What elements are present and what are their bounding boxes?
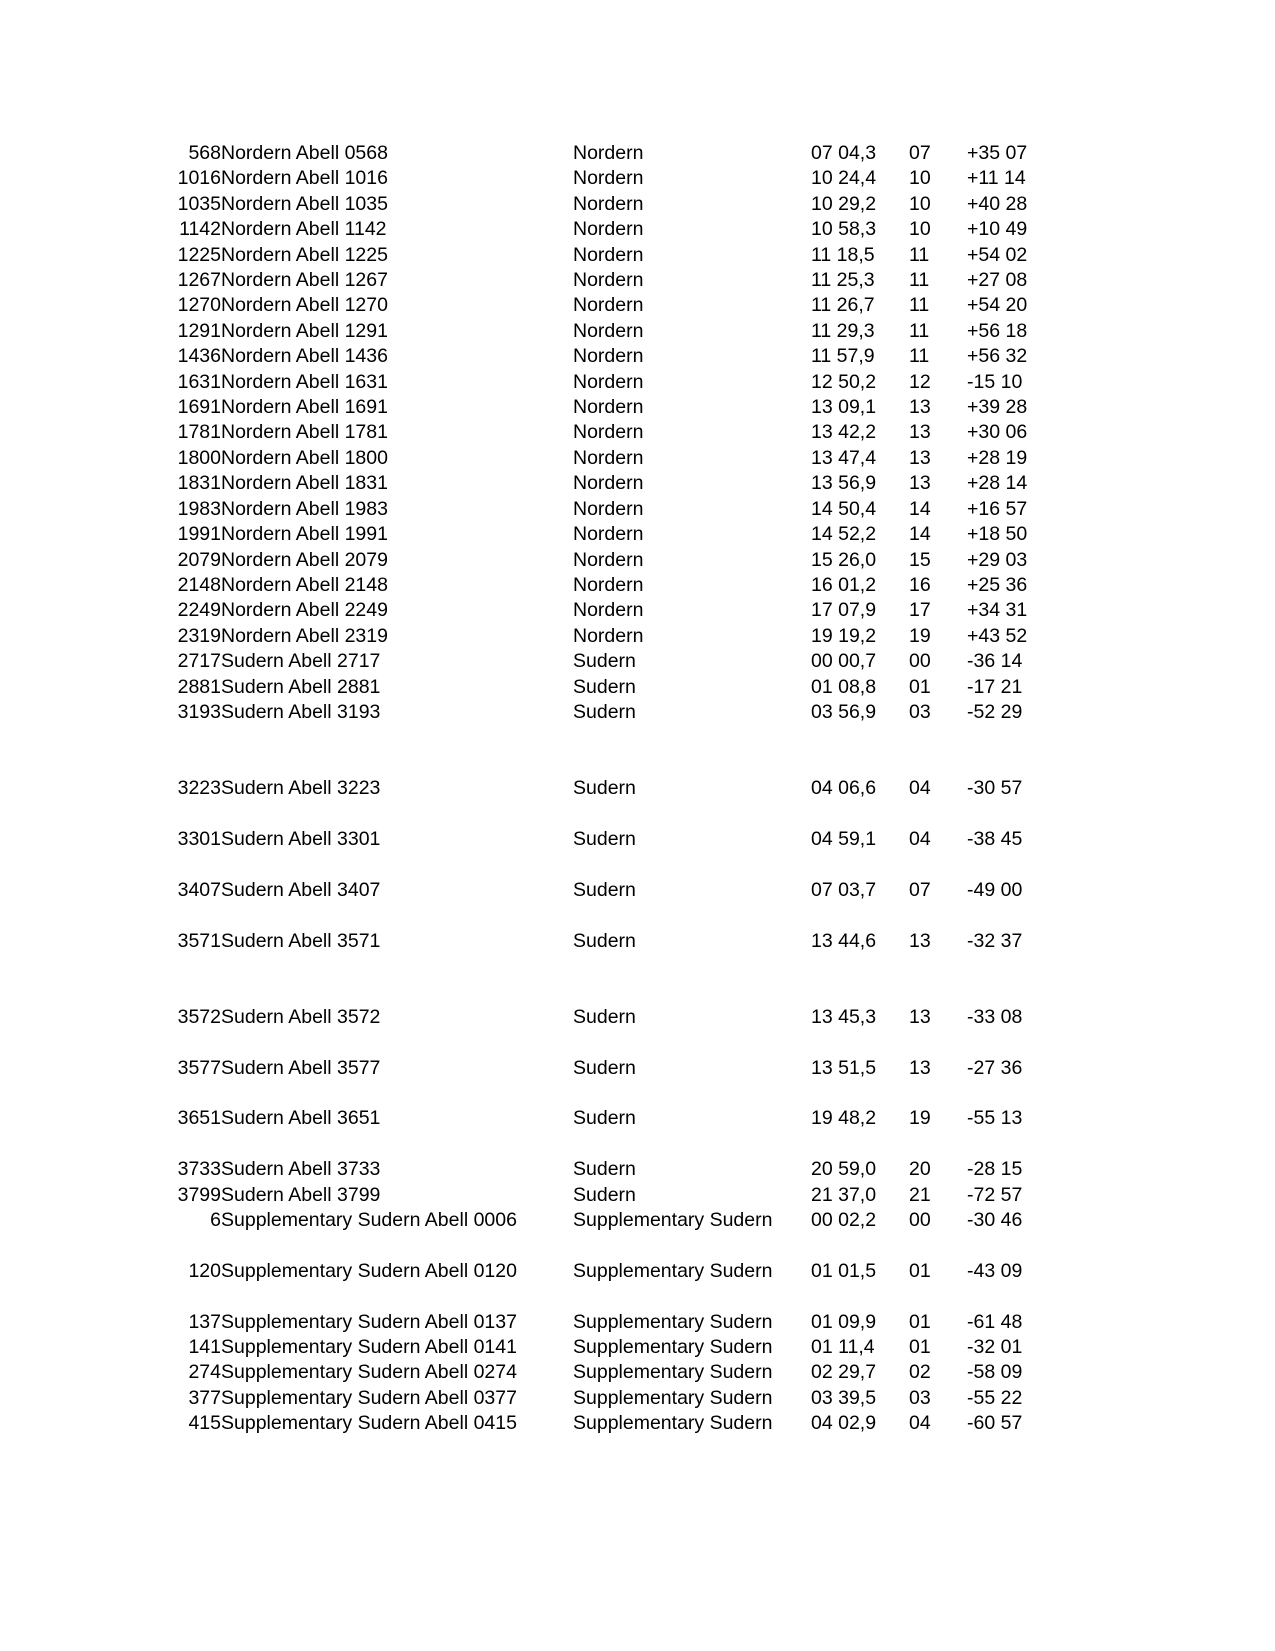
catalog-number: 2717 — [177, 650, 221, 673]
spacer-cell — [163, 1233, 1043, 1258]
catalog-designation: Sudern Abell 3572 — [221, 1005, 381, 1028]
catalog-group: Nordern — [573, 573, 644, 596]
declination: -43 09 — [967, 1259, 1023, 1282]
table-row — [163, 243, 1043, 268]
spacer-cell — [163, 1030, 1043, 1055]
declination: +10 49 — [967, 218, 1028, 241]
catalog-group: Nordern — [573, 421, 644, 444]
catalog-group: Sudern — [573, 650, 636, 673]
declination: +56 32 — [967, 345, 1028, 368]
catalog-designation: Nordern Abell 1781 — [221, 421, 388, 444]
declination: +56 18 — [967, 319, 1028, 342]
catalog-designation: Nordern Abell 1800 — [221, 446, 388, 469]
right-ascension: 19 48,2 — [811, 1107, 877, 1130]
catalog-number: 3301 — [177, 827, 221, 850]
catalog-table-body — [163, 141, 1043, 1437]
right-ascension: 13 45,3 — [811, 1005, 877, 1028]
catalog-group: Nordern — [573, 370, 644, 393]
catalog-group: Supplementary Sudern — [573, 1336, 773, 1359]
catalog-number: 1142 — [179, 218, 221, 241]
catalog-designation: Nordern Abell 1142 — [221, 218, 387, 241]
table-row — [163, 700, 1043, 725]
catalog-group: Nordern — [573, 142, 644, 164]
declination: -55 22 — [967, 1386, 1023, 1409]
catalog-number: 1291 — [177, 319, 221, 342]
declination: -36 14 — [967, 650, 1023, 673]
right-ascension-hour: 12 — [909, 370, 931, 393]
table-spacer-row — [163, 725, 1043, 776]
table-row — [163, 420, 1043, 445]
right-ascension-hour: 14 — [909, 497, 931, 520]
right-ascension: 11 25,3 — [811, 269, 875, 292]
right-ascension: 04 06,6 — [811, 777, 877, 800]
table-row — [163, 929, 1043, 954]
right-ascension-hour: 04 — [909, 1412, 931, 1435]
catalog-number: 137 — [188, 1310, 221, 1333]
table-row — [163, 522, 1043, 547]
catalog-number: 377 — [188, 1386, 221, 1409]
catalog-number: 3571 — [177, 929, 221, 952]
catalog-group: Supplementary Sudern — [573, 1209, 773, 1232]
catalog-designation: Nordern Abell 1991 — [221, 523, 388, 546]
right-ascension: 01 01,5 — [811, 1259, 877, 1282]
table-row — [163, 649, 1043, 674]
right-ascension: 00 02,2 — [811, 1209, 877, 1232]
right-ascension-hour: 04 — [909, 777, 931, 800]
right-ascension-hour: 11 — [909, 345, 930, 368]
catalog-number: 1436 — [177, 345, 221, 368]
table-spacer-row — [163, 802, 1043, 827]
catalog-group: Sudern — [573, 1056, 636, 1079]
right-ascension-hour: 11 — [909, 269, 930, 292]
catalog-number: 6 — [210, 1209, 221, 1232]
right-ascension-hour: 01 — [909, 1259, 931, 1282]
table-row — [163, 1056, 1043, 1081]
catalog-designation: Sudern Abell 3799 — [221, 1183, 381, 1206]
declination: -52 29 — [967, 700, 1023, 723]
table-row — [163, 827, 1043, 852]
catalog-group: Supplementary Sudern — [573, 1259, 773, 1282]
catalog-number: 2148 — [177, 573, 221, 596]
catalog-designation: Nordern Abell 2148 — [221, 573, 388, 596]
table-spacer-row — [163, 1030, 1043, 1055]
table-row — [163, 1106, 1043, 1131]
catalog-group: Nordern — [573, 192, 644, 215]
table-row — [163, 573, 1043, 598]
table-row — [163, 1310, 1043, 1335]
catalog-group: Nordern — [573, 319, 644, 342]
right-ascension-hour: 13 — [909, 1056, 931, 1079]
declination: +54 02 — [967, 243, 1028, 266]
catalog-group: Nordern — [573, 624, 644, 647]
right-ascension-hour: 01 — [909, 1336, 931, 1359]
catalog-designation: Sudern Abell 2717 — [221, 650, 381, 673]
table-row — [163, 141, 1043, 166]
catalog-number: 1035 — [177, 192, 221, 215]
declination: -15 10 — [967, 370, 1023, 393]
catalog-designation: Nordern Abell 2079 — [221, 548, 388, 571]
declination: +40 28 — [967, 192, 1028, 215]
catalog-group: Supplementary Sudern — [573, 1361, 773, 1384]
table-row — [163, 217, 1043, 242]
right-ascension: 15 26,0 — [811, 548, 877, 571]
catalog-group: Nordern — [573, 548, 644, 571]
catalog-number: 1781 — [177, 421, 221, 444]
right-ascension: 10 58,3 — [811, 218, 877, 241]
right-ascension-hour: 13 — [909, 1005, 931, 1028]
catalog-number: 3572 — [177, 1005, 221, 1028]
table-row — [163, 624, 1043, 649]
catalog-number: 1800 — [177, 446, 221, 469]
spacer-cell — [163, 852, 1043, 877]
catalog-group: Nordern — [573, 472, 644, 495]
right-ascension-hour: 14 — [909, 523, 931, 546]
right-ascension: 14 52,2 — [811, 523, 877, 546]
table-row — [163, 1208, 1043, 1233]
right-ascension: 02 29,7 — [811, 1361, 877, 1384]
spacer-cell — [163, 1132, 1043, 1157]
catalog-group: Supplementary Sudern — [573, 1412, 773, 1435]
declination: +43 52 — [967, 624, 1028, 647]
table-row — [163, 598, 1043, 623]
catalog-designation: Sudern Abell 3223 — [221, 777, 381, 800]
catalog-group: Nordern — [573, 218, 644, 241]
catalog-group: Sudern — [573, 1158, 636, 1181]
declination: +39 28 — [967, 396, 1028, 419]
catalog-designation: Nordern Abell 1291 — [221, 319, 388, 342]
declination: -28 15 — [967, 1158, 1023, 1181]
table-row — [163, 370, 1043, 395]
catalog-group: Nordern — [573, 599, 644, 622]
catalog-designation: Nordern Abell 1831 — [221, 472, 388, 495]
catalog-number: 120 — [188, 1259, 221, 1282]
right-ascension-hour: 03 — [909, 1386, 931, 1409]
spacer-cell — [163, 954, 1043, 1005]
right-ascension: 13 56,9 — [811, 472, 877, 495]
right-ascension: 01 08,8 — [811, 675, 877, 698]
declination: -38 45 — [967, 827, 1023, 850]
right-ascension: 07 04,3 — [811, 142, 877, 164]
table-row — [163, 776, 1043, 801]
right-ascension: 11 29,3 — [811, 319, 875, 342]
catalog-designation: Supplementary Sudern Abell 0006 — [221, 1209, 517, 1232]
declination: -49 00 — [967, 878, 1023, 901]
catalog-number: 2079 — [177, 548, 221, 571]
declination: +30 06 — [967, 421, 1028, 444]
catalog-designation: Sudern Abell 3301 — [221, 827, 381, 850]
catalog-designation: Nordern Abell 1270 — [221, 294, 388, 317]
right-ascension: 03 56,9 — [811, 700, 877, 723]
right-ascension-hour: 00 — [909, 650, 931, 673]
right-ascension: 13 42,2 — [811, 421, 877, 444]
catalog-group: Nordern — [573, 243, 644, 266]
right-ascension-hour: 19 — [909, 624, 931, 647]
right-ascension-hour: 01 — [909, 675, 931, 698]
catalog-designation: Sudern Abell 3571 — [221, 929, 381, 952]
catalog-number: 1831 — [177, 472, 221, 495]
catalog-group: Sudern — [573, 878, 636, 901]
table-row — [163, 471, 1043, 496]
declination: -61 48 — [967, 1310, 1023, 1333]
catalog-group: Sudern — [573, 1107, 636, 1130]
right-ascension: 07 03,7 — [811, 878, 877, 901]
right-ascension: 21 37,0 — [811, 1183, 877, 1206]
catalog-group: Nordern — [573, 396, 644, 419]
declination: -55 13 — [967, 1107, 1023, 1130]
catalog-number: 274 — [188, 1361, 221, 1384]
right-ascension: 03 39,5 — [811, 1386, 877, 1409]
catalog-number: 141 — [188, 1336, 221, 1359]
catalog-designation: Sudern Abell 3577 — [221, 1056, 381, 1079]
catalog-group: Nordern — [573, 167, 644, 190]
table-spacer-row — [163, 852, 1043, 877]
catalog-group: Nordern — [573, 269, 644, 292]
catalog-designation: Nordern Abell 1436 — [221, 345, 388, 368]
table-row — [163, 395, 1043, 420]
right-ascension: 13 09,1 — [811, 396, 877, 419]
declination: -30 57 — [967, 777, 1023, 800]
catalog-group: Supplementary Sudern — [573, 1310, 773, 1333]
right-ascension: 04 02,9 — [811, 1412, 877, 1435]
right-ascension-hour: 13 — [909, 929, 931, 952]
declination: -58 09 — [967, 1361, 1023, 1384]
right-ascension: 11 57,9 — [811, 345, 875, 368]
right-ascension: 01 11,4 — [811, 1336, 875, 1359]
right-ascension-hour: 13 — [909, 421, 931, 444]
declination: +35 07 — [967, 142, 1028, 164]
table-row — [163, 878, 1043, 903]
catalog-designation: Nordern Abell 1267 — [221, 269, 388, 292]
table-row — [163, 1335, 1043, 1360]
catalog-table — [163, 141, 1043, 1437]
right-ascension: 14 50,4 — [811, 497, 877, 520]
catalog-designation: Sudern Abell 3407 — [221, 878, 381, 901]
right-ascension: 01 09,9 — [811, 1310, 877, 1333]
table-spacer-row — [163, 954, 1043, 1005]
catalog-number: 1270 — [177, 294, 221, 317]
right-ascension: 13 51,5 — [811, 1056, 877, 1079]
table-row — [163, 1005, 1043, 1030]
catalog-group: Sudern — [573, 675, 636, 698]
right-ascension-hour: 10 — [909, 167, 931, 190]
catalog-group: Sudern — [573, 777, 636, 800]
catalog-number: 1983 — [177, 497, 221, 520]
table-row — [163, 1360, 1043, 1385]
catalog-designation: Supplementary Sudern Abell 0377 — [221, 1386, 517, 1409]
catalog-group: Sudern — [573, 929, 636, 952]
right-ascension: 04 59,1 — [811, 827, 877, 850]
declination: +54 20 — [967, 294, 1028, 317]
table-row — [163, 675, 1043, 700]
spacer-cell — [163, 725, 1043, 776]
declination: -32 37 — [967, 929, 1023, 952]
table-spacer-row — [163, 1081, 1043, 1106]
catalog-designation: Supplementary Sudern Abell 0137 — [221, 1310, 517, 1333]
catalog-number: 3407 — [177, 878, 221, 901]
table-row — [163, 1259, 1043, 1284]
catalog-number: 2319 — [177, 624, 221, 647]
catalog-number: 1991 — [177, 523, 221, 546]
catalog-group: Nordern — [573, 523, 644, 546]
catalog-designation: Nordern Abell 1016 — [221, 167, 388, 190]
catalog-designation: Supplementary Sudern Abell 0274 — [221, 1361, 517, 1384]
right-ascension-hour: 01 — [909, 1310, 931, 1333]
table-row — [163, 293, 1043, 318]
catalog-designation: Sudern Abell 3651 — [221, 1107, 381, 1130]
catalog-number: 3651 — [177, 1107, 221, 1130]
table-spacer-row — [163, 1233, 1043, 1258]
catalog-number: 1016 — [177, 167, 221, 190]
catalog-designation: Nordern Abell 1631 — [221, 370, 388, 393]
declination: +28 19 — [967, 446, 1028, 469]
declination: -72 57 — [967, 1183, 1023, 1206]
catalog-group: Nordern — [573, 446, 644, 469]
right-ascension: 10 24,4 — [811, 167, 877, 190]
table-row — [163, 1411, 1043, 1436]
table-row — [163, 446, 1043, 471]
catalog-number: 3733 — [177, 1158, 221, 1181]
catalog-designation: Nordern Abell 0568 — [221, 142, 388, 164]
right-ascension: 10 29,2 — [811, 192, 877, 215]
declination: +29 03 — [967, 548, 1028, 571]
right-ascension: 17 07,9 — [811, 599, 877, 622]
catalog-group: Sudern — [573, 827, 636, 850]
catalog-designation: Nordern Abell 2319 — [221, 624, 388, 647]
right-ascension-hour: 17 — [909, 599, 931, 622]
declination: +25 36 — [967, 573, 1028, 596]
table-row — [163, 319, 1043, 344]
spacer-cell — [163, 903, 1043, 928]
catalog-group: Sudern — [573, 1005, 636, 1028]
right-ascension: 11 18,5 — [811, 243, 875, 266]
catalog-number: 415 — [188, 1412, 221, 1435]
right-ascension: 13 47,4 — [811, 446, 877, 469]
declination: -60 57 — [967, 1412, 1023, 1435]
right-ascension-hour: 00 — [909, 1209, 931, 1232]
catalog-designation: Nordern Abell 2249 — [221, 599, 388, 622]
right-ascension-hour: 15 — [909, 548, 931, 571]
catalog-group: Sudern — [573, 1183, 636, 1206]
right-ascension-hour: 16 — [909, 573, 931, 596]
declination: +27 08 — [967, 269, 1028, 292]
right-ascension-hour: 13 — [909, 446, 931, 469]
catalog-table-wrapper — [163, 141, 1043, 1437]
table-spacer-row — [163, 1284, 1043, 1309]
table-row — [163, 344, 1043, 369]
declination: +18 50 — [967, 523, 1028, 546]
catalog-designation: Nordern Abell 1691 — [221, 396, 388, 419]
table-row — [163, 1183, 1043, 1208]
table-row — [163, 497, 1043, 522]
declination: +34 31 — [967, 599, 1028, 622]
catalog-designation: Sudern Abell 3193 — [221, 700, 381, 723]
table-row — [163, 548, 1043, 573]
table-row — [163, 1157, 1043, 1182]
right-ascension-hour: 04 — [909, 827, 931, 850]
right-ascension-hour: 13 — [909, 396, 931, 419]
declination: +11 14 — [967, 167, 1026, 190]
right-ascension: 16 01,2 — [811, 573, 877, 596]
right-ascension: 12 50,2 — [811, 370, 877, 393]
catalog-designation: Sudern Abell 2881 — [221, 675, 381, 698]
declination: -30 46 — [967, 1209, 1023, 1232]
right-ascension: 13 44,6 — [811, 929, 877, 952]
right-ascension-hour: 11 — [909, 294, 930, 317]
catalog-group: Sudern — [573, 700, 636, 723]
table-spacer-row — [163, 1132, 1043, 1157]
catalog-group: Nordern — [573, 294, 644, 317]
right-ascension-hour: 07 — [909, 878, 931, 901]
catalog-number: 3577 — [177, 1056, 221, 1079]
declination: +28 14 — [967, 472, 1028, 495]
right-ascension-hour: 03 — [909, 700, 931, 723]
catalog-number: 568 — [188, 142, 221, 164]
right-ascension-hour: 19 — [909, 1107, 931, 1130]
right-ascension-hour: 07 — [909, 142, 931, 164]
declination: -32 01 — [967, 1336, 1023, 1359]
catalog-number: 1267 — [177, 269, 221, 292]
catalog-designation: Supplementary Sudern Abell 0141 — [221, 1336, 517, 1359]
right-ascension-hour: 10 — [909, 218, 931, 241]
right-ascension-hour: 11 — [909, 243, 930, 266]
catalog-number: 1225 — [177, 243, 221, 266]
catalog-group: Nordern — [573, 497, 644, 520]
table-row — [163, 166, 1043, 191]
right-ascension: 19 19,2 — [811, 624, 877, 647]
catalog-designation: Nordern Abell 1983 — [221, 497, 388, 520]
catalog-group: Supplementary Sudern — [573, 1386, 773, 1409]
catalog-designation: Supplementary Sudern Abell 0415 — [221, 1412, 517, 1435]
spacer-cell — [163, 1284, 1043, 1309]
right-ascension: 20 59,0 — [811, 1158, 877, 1181]
declination: -33 08 — [967, 1005, 1023, 1028]
declination: -17 21 — [967, 675, 1023, 698]
right-ascension-hour: 10 — [909, 192, 931, 215]
catalog-number: 2249 — [177, 599, 221, 622]
right-ascension: 00 00,7 — [811, 650, 877, 673]
spacer-cell — [163, 1081, 1043, 1106]
right-ascension: 11 26,7 — [811, 294, 875, 317]
right-ascension-hour: 21 — [909, 1183, 931, 1206]
catalog-number: 1631 — [177, 370, 221, 393]
spacer-cell — [163, 802, 1043, 827]
right-ascension-hour: 13 — [909, 472, 931, 495]
declination: -27 36 — [967, 1056, 1023, 1079]
catalog-number: 3799 — [177, 1183, 221, 1206]
table-spacer-row — [163, 903, 1043, 928]
catalog-number: 3223 — [177, 777, 221, 800]
table-row — [163, 192, 1043, 217]
catalog-number: 1691 — [177, 396, 221, 419]
catalog-number: 3193 — [177, 700, 221, 723]
right-ascension-hour: 20 — [909, 1158, 931, 1181]
declination: +16 57 — [967, 497, 1028, 520]
catalog-designation: Supplementary Sudern Abell 0120 — [221, 1259, 517, 1282]
catalog-group: Nordern — [573, 345, 644, 368]
catalog-number: 2881 — [177, 675, 221, 698]
catalog-designation: Sudern Abell 3733 — [221, 1158, 381, 1181]
right-ascension-hour: 11 — [909, 319, 930, 342]
catalog-designation: Nordern Abell 1035 — [221, 192, 388, 215]
table-row — [163, 268, 1043, 293]
catalog-designation: Nordern Abell 1225 — [221, 243, 388, 266]
right-ascension-hour: 02 — [909, 1361, 931, 1384]
table-row — [163, 1386, 1043, 1411]
